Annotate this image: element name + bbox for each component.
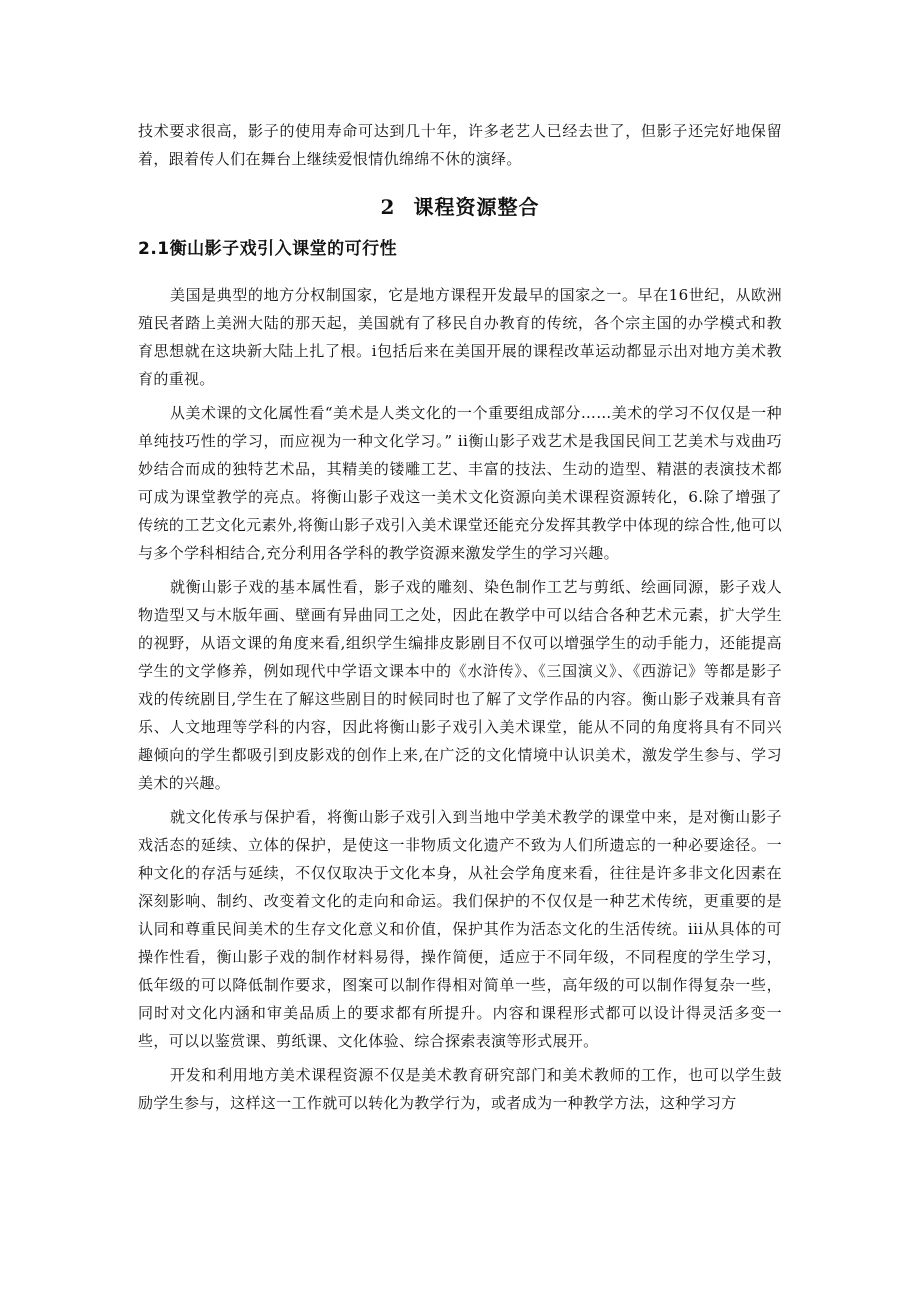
section-number: 2 xyxy=(380,195,396,219)
subsection-heading: 2.1衡山影子戏引入课堂的可行性 xyxy=(138,239,398,259)
body-paragraph-5: 开发和利用地方美术课程资源不仅是美术教育研究部门和美术教师的工作，也可以学生鼓励学生参与，这样这一工作就可以转化为教学行为，或者成为一种教学方法，这种学习方 xyxy=(138,1066,782,1112)
body-paragraph-4: 就文化传承与保护看，将衡山影子戏引入到当地中学美术教学的课堂中来，是对衡山影子戏活态的延续、立体的保护，是使这一非物质文化遗产不致为人们所遗忘的一种必要途径。一种文化的存活与延续，不仅仅取决于文化本身，从社会学角度来看，往往是许多非文化因素在深刻影响、制约、改变着文化的走向和命运。我们保护的不仅仅是一种艺术传统，更重要的是认同和尊重民间美术的生存文化意义和价值，保护其作为活态文化的生活传统。iii从具体的可操作性看，衡山影子戏的制作材料易得，操作简便，适应于不同年级，不同程度的学生学习，低年级的可以降低制作要求，图案可以制作得相对简单一些，高年级的可以制作得复杂一些，同时对文化内涵和审美品质上的要求都有所提升。内容和课程形式都可以设计得灵活多变一些，可以以鉴赏课、剪纸课、文化体验、综合探索表演等形式展开。 xyxy=(138,808,782,1050)
section-heading xyxy=(138,189,782,225)
section-title: 课程资源整合 xyxy=(413,195,540,219)
document-page xyxy=(138,117,782,1117)
body-paragraph-2: 从美术课的文化属性看“美术是人类文化的一个重要组成部分……美术的学习不仅仅是一种单纯技巧性的学习，而应视为一种文化学习。” ii衡山影子戏艺术是我国民间工艺美术与戏曲巧妙结合而成的独特艺术品，其精美的镂雕工艺、丰富的技法、生动的造型、精湛的表演技术都可成为课堂教学的亮点。将衡山影子戏这一美术文化资源向美术课程资源转化，6.除了增强了传统的工艺文化元素外,将衡山影子戏引入美术课堂还能充分发挥其教学中体现的综合性,他可以与多个学科相结合,充分利用各学科的教学资源来激发学生的学习兴趣。 xyxy=(138,404,782,562)
intro-paragraph: 技术要求很高，影子的使用寿命可达到几十年，许多老艺人已经去世了，但影子还完好地保留着，跟着传人们在舞台上继续爱恨情仇绵绵不休的演绎。 xyxy=(138,122,782,168)
body-paragraph-1: 美国是典型的地方分权制国家，它是地方课程开发最早的国家之一。早在16世纪，从欧洲殖民者踏上美洲大陆的那天起，美国就有了移民自办教育的传统，各个宗主国的办学模式和教育思想就在这块新大陆上扎了根。i包括后来在美国开展的课程改革运动都显示出对地方美术教育的重视。 xyxy=(138,286,782,388)
body-paragraph-3: 就衡山影子戏的基本属性看，影子戏的雕刻、染色制作工艺与剪纸、绘画同源，影子戏人物造型又与木版年画、壁画有异曲同工之处，因此在教学中可以结合各种艺术元素，扩大学生的视野，从语文课的角度来看,组织学生编排皮影剧目不仅可以增强学生的动手能力，还能提高学生的文学修养，例如现代中学语文课本中的《水浒传》、《三国演义》、《西游记》等都是影子戏的传统剧目,学生在了解这些剧目的时候同时也了解了文学作品的内容。衡山影子戏兼具有音乐、人文地理等学科的内容，因此将衡山影子戏引入美术课堂，能从不同的角度将具有不同兴趣倾向的学生都吸引到皮影戏的创作上来,在广泛的文化情境中认识美术，激发学生参与、学习美术的兴趣。 xyxy=(138,578,782,792)
